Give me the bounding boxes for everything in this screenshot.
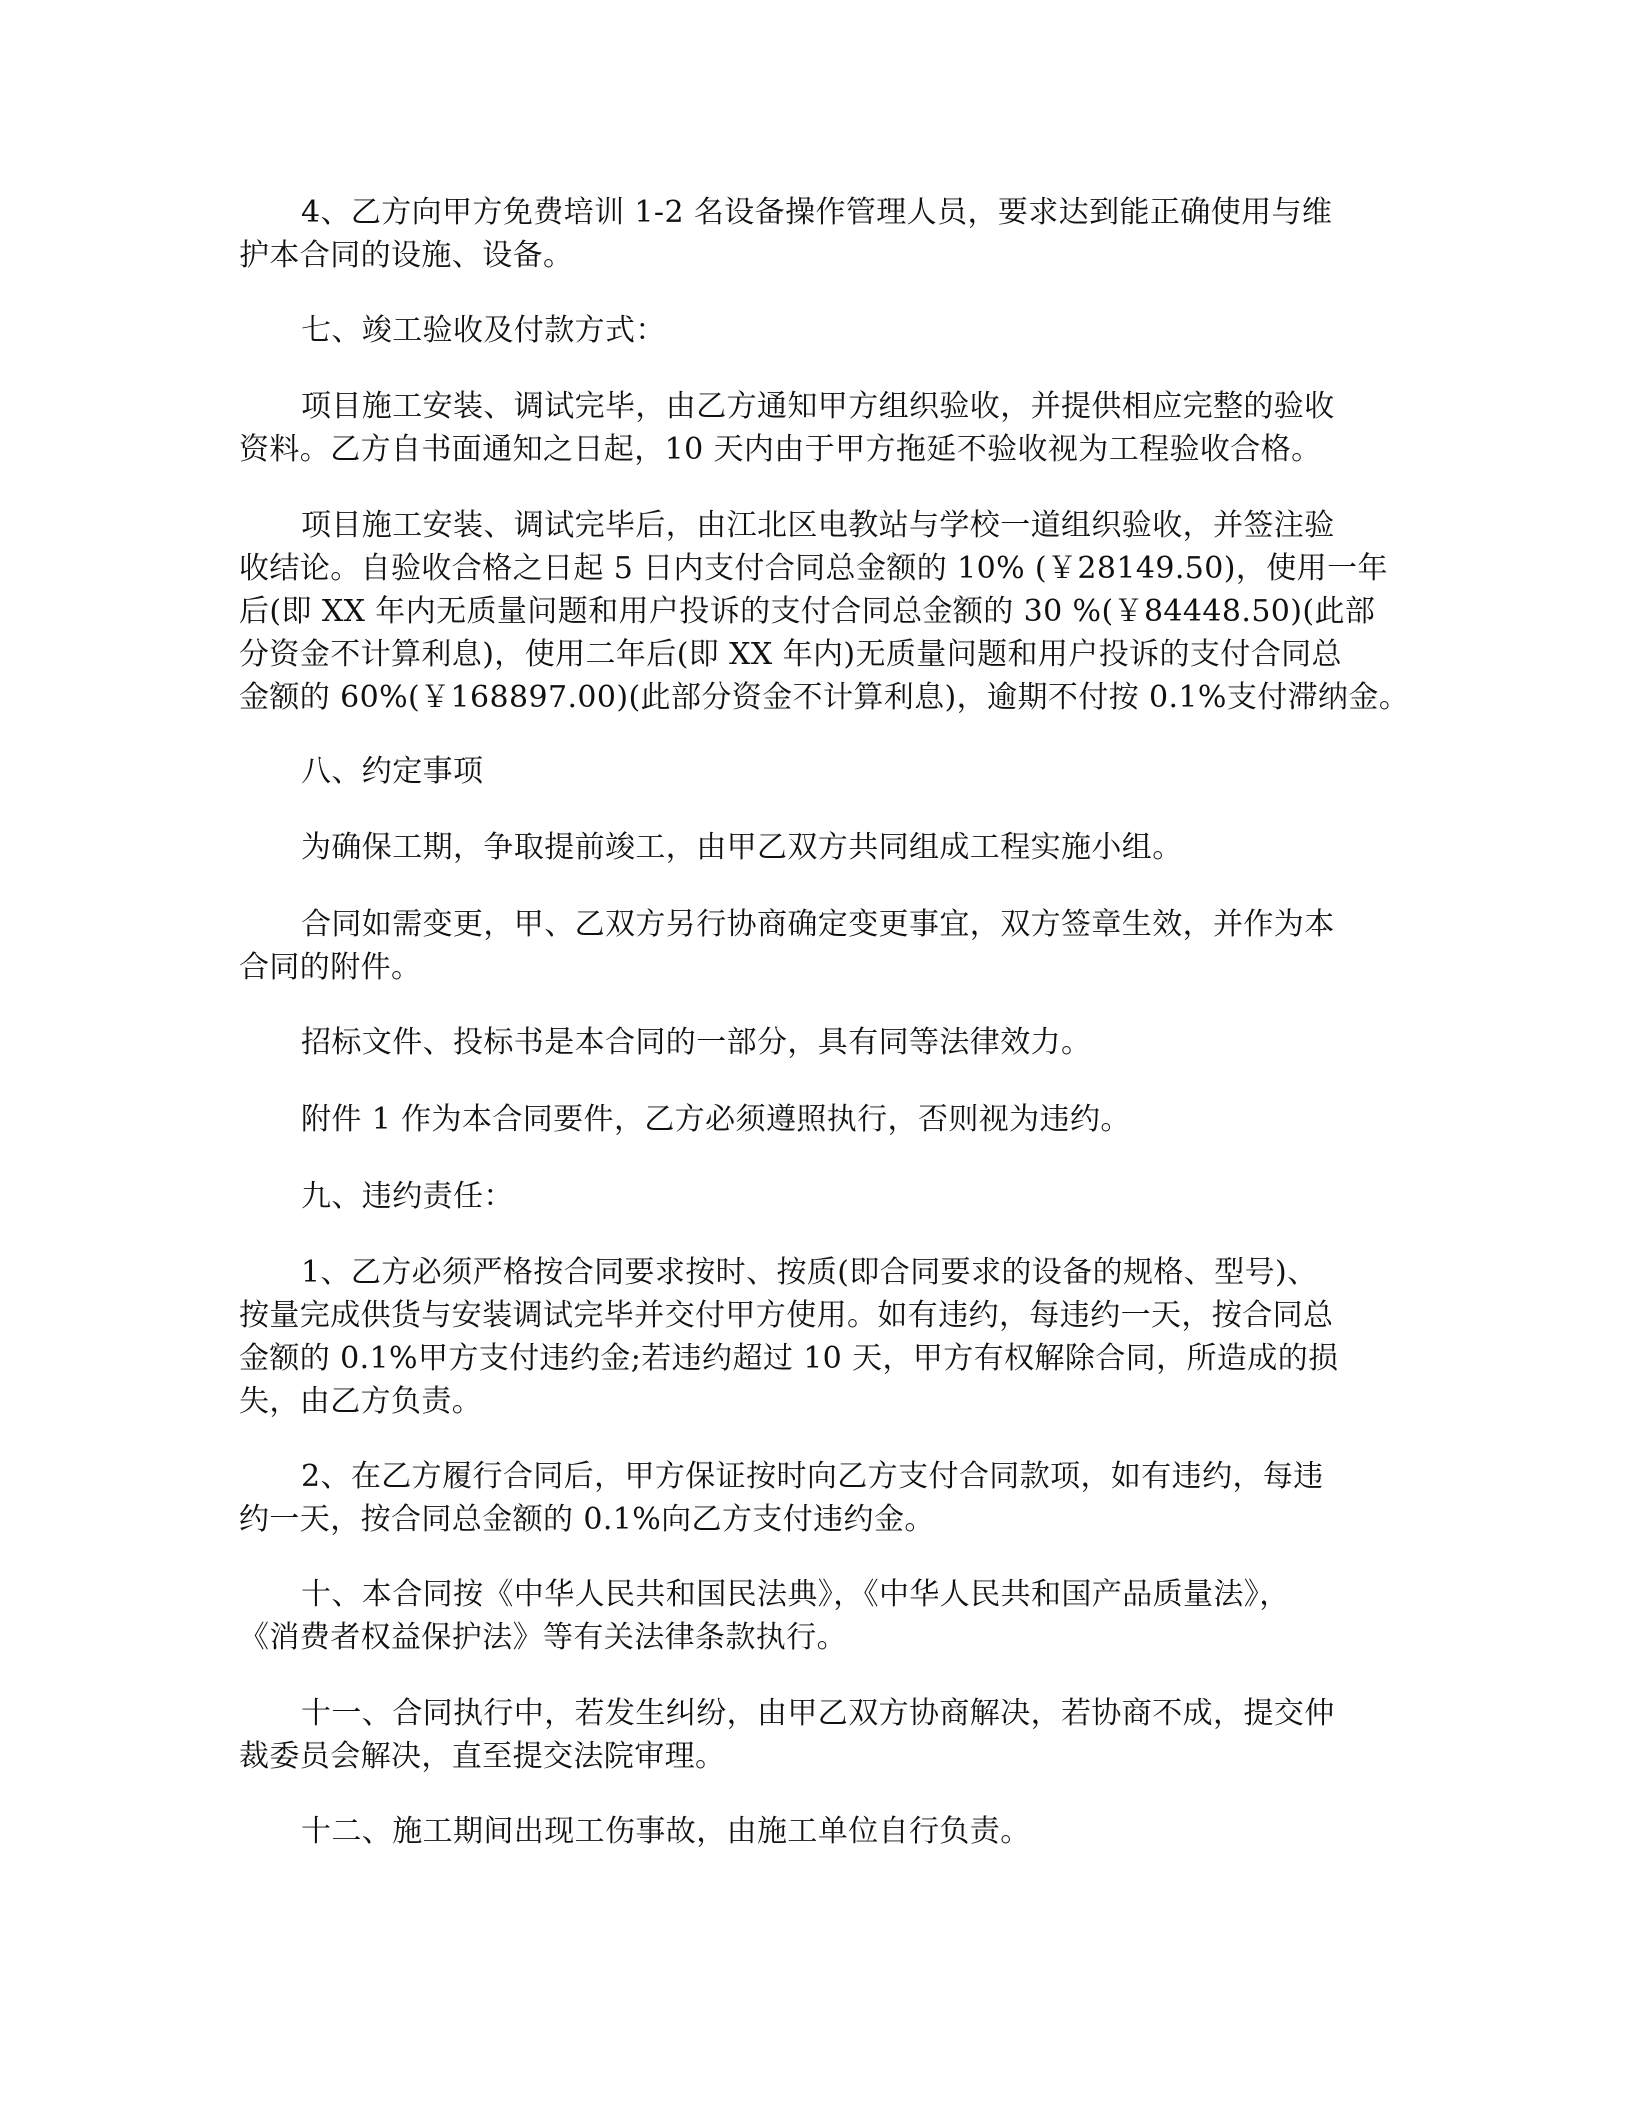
text-line: 金额的 0.1%甲方支付违约金;若违约超过 10 天，甲方有权解除合同，所造成的损 (239, 1341, 1339, 1376)
text-line: 合同如需变更，甲、乙双方另行协商确定变更事宜，双方签章生效，并作为本 (301, 907, 1335, 942)
text-line: 约一天，按合同总金额的 0.1%向乙方支付违约金。 (239, 1502, 935, 1537)
text-line: 资料。乙方自书面通知之日起，10 天内由于甲方拖延不验收视为工程验收合格。 (239, 432, 1322, 467)
text-line: 收结论。自验收合格之日起 5 日内支付合同总金额的 10% (￥28149.50)，使用一年 (239, 551, 1388, 586)
text-line: 招标文件、投标书是本合同的一部分，具有同等法律效力。 (301, 1025, 1092, 1060)
paragraph-acceptance (239, 385, 1389, 471)
text-line: 十二、施工期间出现工伤事故，由施工单位自行负责。 (301, 1814, 1031, 1849)
text-line: 2、在乙方履行合同后，甲方保证按时向乙方支付合同款项，如有违约，每违 (301, 1459, 1324, 1494)
text-line: 按量完成供货与安装调试完毕并交付甲方使用。如有违约，每违约一天，按合同总 (239, 1298, 1334, 1333)
paragraph-liability-2 (239, 1455, 1389, 1541)
paragraph-tender-docs (239, 1021, 1389, 1064)
paragraph-applicable-law (239, 1573, 1389, 1659)
text-line: 分资金不计算利息)，使用二年后(即 XX 年内)无质量问题和用户投诉的支付合同总 (239, 637, 1342, 672)
paragraph-changes (239, 903, 1389, 989)
paragraph-schedule (239, 826, 1389, 869)
text-line: 九、违约责任： (301, 1179, 514, 1214)
text-line: 失，由乙方负责。 (239, 1384, 483, 1419)
text-line: 后(即 XX 年内无质量问题和用户投诉的支付合同总金额的 30 %(￥84448.50)(此部 (239, 594, 1376, 629)
text-line: 七、竣工验收及付款方式： (301, 313, 666, 348)
heading-acceptance-payment (239, 309, 1389, 352)
text-line: 1、乙方必须严格按合同要求按时、按质(即合同要求的设备的规格、型号)、 (301, 1255, 1318, 1290)
text-line: 项目施工安装、调试完毕，由乙方通知甲方组织验收，并提供相应完整的验收 (301, 389, 1335, 424)
paragraph-payment (239, 504, 1410, 719)
text-line: 合同的附件。 (239, 950, 422, 985)
paragraph-attachment (239, 1098, 1389, 1141)
text-line: 金额的 60%(￥168897.00)(此部分资金不计算利息)，逾期不付按 0.1%支付滞纳金。 (239, 680, 1410, 715)
text-line: 《消费者权益保护法》等有关法律条款执行。 (239, 1620, 847, 1655)
paragraph-disputes (239, 1692, 1389, 1778)
text-line: 十、本合同按《中华人民共和国民法典》，《中华人民共和国产品质量法》， (301, 1577, 1290, 1612)
text-line: 4、乙方向甲方免费培训 1-2 名设备操作管理人员，要求达到能正确使用与维 (301, 195, 1333, 230)
paragraph-injury (239, 1810, 1389, 1853)
text-line: 裁委员会解决，直至提交法院审理。 (239, 1739, 726, 1774)
text-line: 项目施工安装、调试完毕后，由江北区电教站与学校一道组织验收，并签注验 (301, 508, 1335, 543)
text-line: 为确保工期，争取提前竣工，由甲乙双方共同组成工程实施小组。 (301, 830, 1183, 865)
paragraph-liability-1 (239, 1251, 1389, 1423)
text-line: 十一、合同执行中，若发生纠纷，由甲乙双方协商解决，若协商不成，提交仲 (301, 1696, 1335, 1731)
heading-liability (239, 1175, 1389, 1218)
paragraph-training (239, 191, 1389, 277)
heading-agreed-matters (239, 750, 1389, 793)
text-line: 八、约定事项 (301, 754, 484, 789)
text-line: 护本合同的设施、设备。 (239, 238, 574, 273)
text-line: 附件 1 作为本合同要件，乙方必须遵照执行，否则视为违约。 (301, 1102, 1131, 1137)
